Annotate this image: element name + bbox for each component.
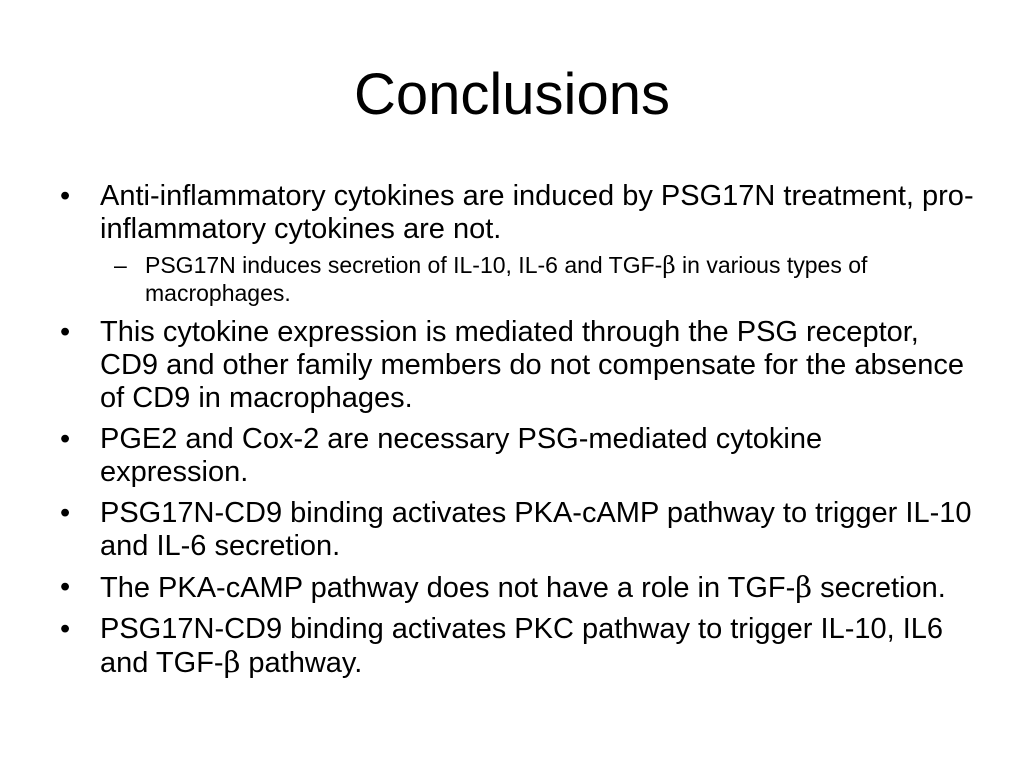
bullet-marker: • <box>60 571 71 603</box>
beta-symbol: β <box>662 253 676 279</box>
slide-title: Conclusions <box>354 62 670 127</box>
bullet-text: PGE2 and Cox-2 are necessary PSG-mediated cytokine expression. <box>100 423 823 488</box>
sub-bullet-marker: – <box>114 252 127 278</box>
beta-symbol: β <box>795 570 813 604</box>
bullet-item <box>56 180 976 246</box>
bullet-marker: • <box>60 613 71 645</box>
bullet-text-start: PSG17N-CD9 binding activates PKC pathway to trigger IL-10, IL6 and TGF- <box>100 613 944 679</box>
bullet-text: This cytokine expression is mediated through the PSG receptor, CD9 and other family members do not compensate for the absence of CD9 in macrophages. <box>100 316 965 414</box>
bullet-item <box>56 613 976 680</box>
bullet-text-end: secretion. <box>812 572 946 604</box>
beta-symbol: β <box>223 645 241 679</box>
bullet-item <box>56 316 976 415</box>
sub-bullet-item <box>56 252 976 307</box>
bullet-marker: • <box>60 180 71 212</box>
bullet-text-start: The PKA-cAMP pathway does not have a role in TGF- <box>100 572 796 604</box>
bullet-text-end: pathway. <box>240 647 363 679</box>
bullet-marker: • <box>60 497 71 529</box>
bullet-item <box>56 497 976 563</box>
bullet-marker: • <box>60 316 71 348</box>
bullet-text: Anti-inflammatory cytokines are induced by PSG17N treatment, pro-inflammatory cytokines are not. <box>100 180 974 245</box>
sub-bullet-text-start: PSG17N induces secretion of IL-10, IL-6 and TGF- <box>145 252 663 278</box>
bullet-marker: • <box>60 423 71 455</box>
bullet-item <box>56 571 976 605</box>
bullet-item <box>56 423 976 489</box>
bullet-list <box>56 180 976 688</box>
bullet-text: PSG17N-CD9 binding activates PKA-cAMP pathway to trigger IL-10 and IL-6 secretion. <box>100 497 972 562</box>
sub-bullet-text-end: in various types of macrophages. <box>145 252 868 306</box>
